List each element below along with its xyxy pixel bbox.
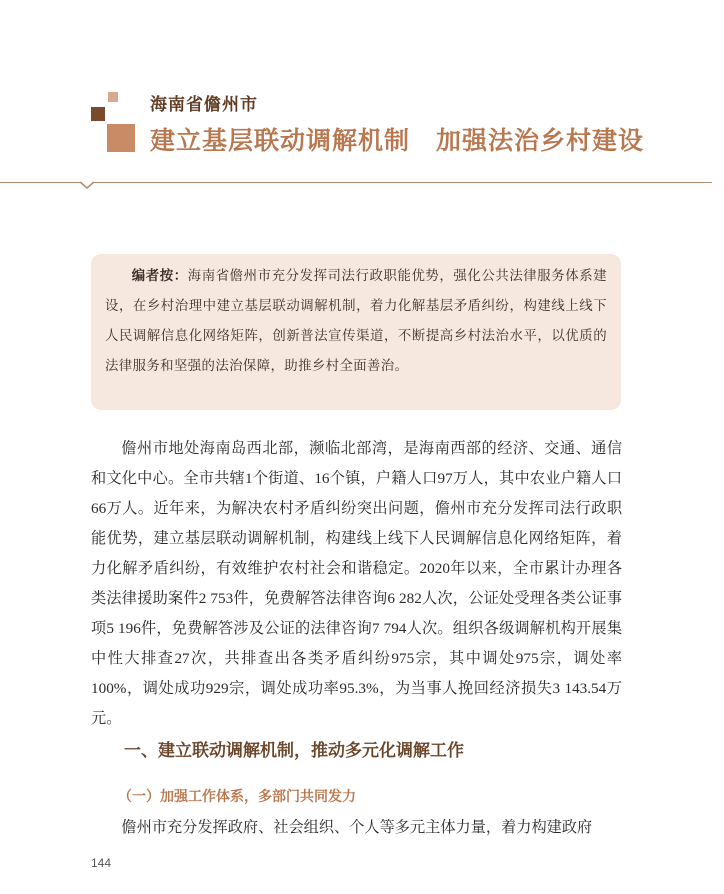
editor-note-text: 海南省儋州市充分发挥司法行政职能优势，强化公共法律服务体系建设，在乡村治理中建立基层联动调解机制，着力化解基层矛盾纠纷，构建线上线下人民调解信息化网络矩阵，创新普法宣传渠道，不断提高乡村法治水平，以优质的法律服务和坚强的法治保障，助推乡村全面善治。: [105, 269, 607, 374]
editor-note-box: [91, 254, 621, 410]
editor-note-label: 编者按：: [131, 269, 188, 284]
body-section: [91, 434, 622, 734]
section-heading: 一、建立联动调解机制，推动多元化调解工作: [124, 741, 464, 761]
section-body: [91, 813, 622, 843]
rule-notch-icon: [80, 177, 94, 191]
body-paragraph: 儋州市地处海南岛西北部，濒临北部湾，是海南西部的经济、交通、通信和文化中心。全市共辖1个街道、16个镇，户籍人口97万人，其中农业户籍人口66万人。近年来，为解决农村矛盾纠纷突出问题，儋州市充分发挥司法行政职能优势，建立基层联动调解机制，构建线上线下人民调解信息化网络矩阵，着力化解矛盾纠纷，有效维护农村社会和谐稳定。2020年以来，全市累计办理各类法律援助案件2 753件，免费解答法律咨询6 282人次，公证处受理各类公证事项5 196件，免费解答涉及公证的法律咨询7 794人次。组织各级调解机构开展集中性大排查27次，共排查出各类矛盾纠纷975宗，其中调处975宗，调处率100%，调处成功929宗，调处成功率95.3%，为当事人挽回经济损失3 143.54万元。: [91, 440, 622, 727]
decor-square-small: [91, 107, 105, 121]
page-title: 建立基层联动调解机制 加强法治乡村建设: [150, 126, 645, 155]
decor-square-big: [107, 124, 135, 152]
header-rule: [0, 182, 712, 183]
decor-square-tiny: [108, 92, 118, 102]
editor-note-paragraph: [105, 262, 607, 382]
section-first-line: 儋州市充分发挥政府、社会组织、个人等多元主体力量，着力构建政府: [121, 819, 593, 836]
section-subheading: （一）加强工作体系，多部门共同发力: [118, 789, 356, 805]
region-label: 海南省儋州市: [150, 95, 258, 115]
page-number: 144: [91, 856, 112, 870]
